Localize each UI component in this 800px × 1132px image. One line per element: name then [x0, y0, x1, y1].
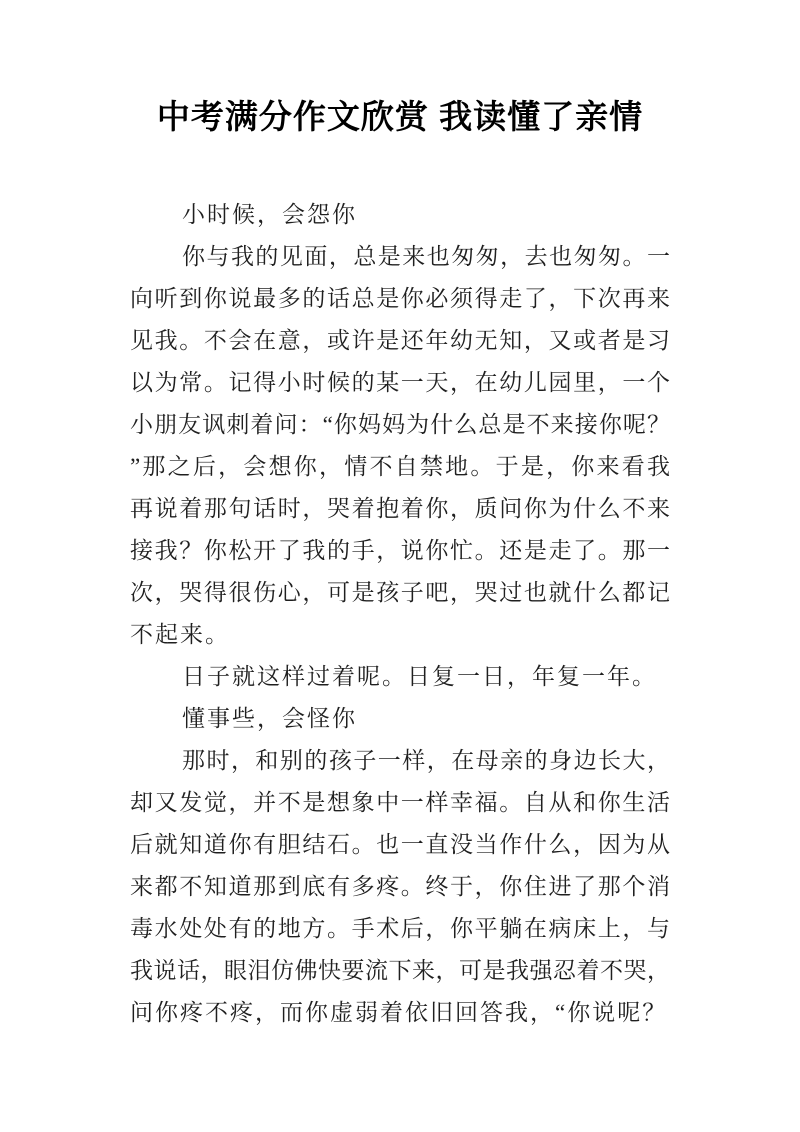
essay-title: 中考满分作文欣赏 我读懂了亲情 [156, 98, 644, 135]
essay-line: 我说话，眼泪仿佛快要流下来，可是我强忍着不哭， [130, 958, 670, 983]
essay-line: 懂事些，会怪你 [182, 706, 357, 731]
essay-line: 接我？你松开了我的手，说你忙。还是走了。那一 [130, 538, 670, 563]
essay-line: 再说着那句话时，哭着抱着你，质问你为什么不来 [130, 496, 670, 521]
essay-line: 小朋友讽刺着问：“你妈妈为什么总是不来接你呢？ [130, 412, 670, 437]
essay-body [130, 194, 670, 1034]
essay-line: 小时候，会怨你 [182, 202, 357, 227]
essay-line: 毒水处处有的地方。手术后，你平躺在病床上，与 [130, 916, 670, 941]
essay-line: 次，哭得很伤心，可是孩子吧，哭过也就什么都记 [130, 580, 670, 605]
essay-line: 见我。不会在意，或许是还年幼无知，又或者是习 [130, 328, 670, 353]
essay-line: 不起来。 [130, 622, 230, 647]
essay-line: 以为常。记得小时候的某一天，在幼儿园里，一个 [130, 370, 670, 395]
essay-line: 问你疼不疼，而你虚弱着依旧回答我，“你说呢？ [130, 1000, 668, 1025]
essay-line: 你与我的见面，总是来也匆匆，去也匆匆。一 [182, 244, 670, 269]
essay-line: 日子就这样过着呢。日复一日，年复一年。 [182, 664, 657, 689]
essay-line: ”那之后，会想你，情不自禁地。于是，你来看我 [130, 454, 670, 479]
essay-line: 那时，和别的孩子一样，在母亲的身边长大， [182, 748, 670, 773]
essay-line: 来都不知道那到底有多疼。终于，你住进了那个消 [130, 874, 670, 899]
essay-line: 后就知道你有胆结石。也一直没当作什么，因为从 [130, 832, 670, 857]
essay-line: 向听到你说最多的话总是你必须得走了，下次再来 [130, 286, 670, 311]
essay-line: 却又发觉，并不是想象中一样幸福。自从和你生活 [130, 790, 670, 815]
